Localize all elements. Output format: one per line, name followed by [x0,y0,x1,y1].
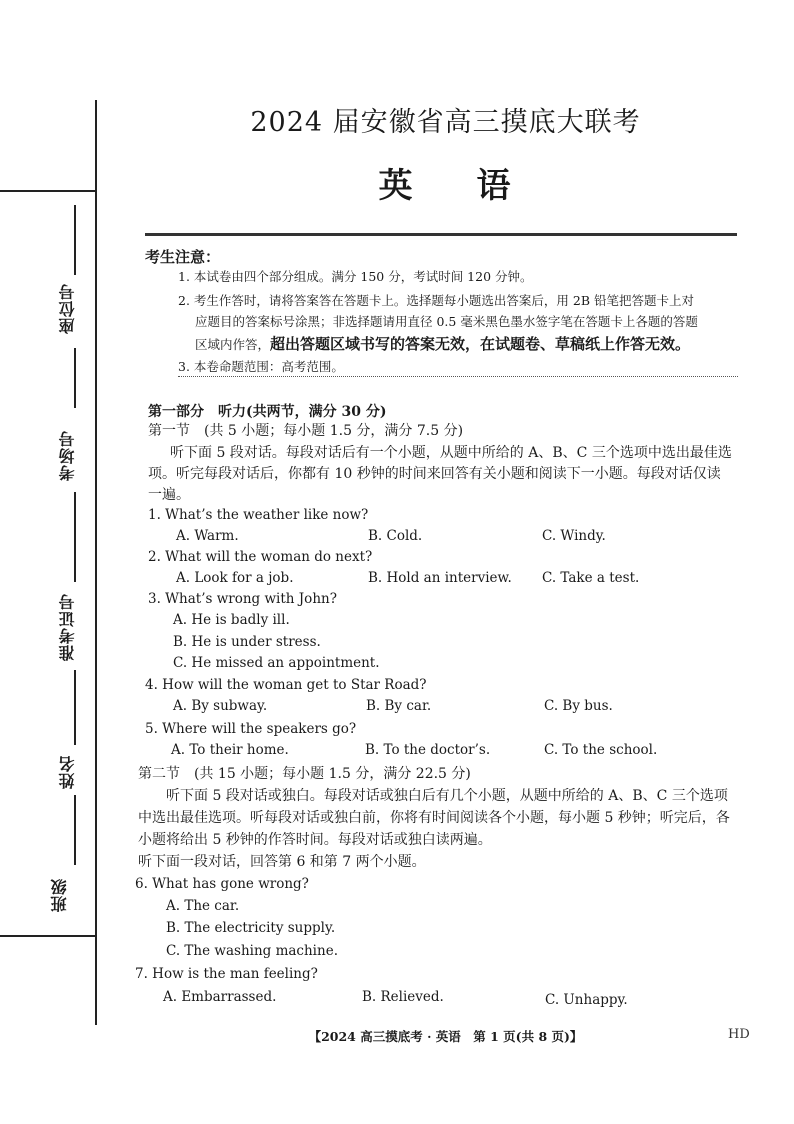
ticket-number-label: 准考证号 [58,593,77,661]
exam-room-field[interactable] [74,492,76,582]
q7-option-a: A. Embarrassed. [163,989,277,1005]
seat-number-field-lower[interactable] [74,348,76,408]
subject-char-2: 语 [476,166,513,206]
question-6: 6. What has gone wrong? [135,876,309,892]
q6-option-c: C. The washing machine. [166,943,338,959]
section1-heading: 第一节 (共 5 小题；每小题 1.5 分，满分 7.5 分) [148,423,464,439]
margin-top-rule [0,190,95,192]
q4-option-b: B. By car. [366,698,432,714]
q6-option-b: B. The electricity supply. [166,920,336,936]
q1-option-a: A. Warm. [176,528,239,544]
notice-item-2-line-2: 应题目的答案标号涂黑；非选择题请用直径 0.5 毫米黑色墨水签字笔在答题卡上各题的答题 [195,314,698,329]
notice-item-2-line-3-plain: 区域内作答， [195,337,271,352]
q1-option-b: B. Cold. [368,528,423,544]
q2-option-a: A. Look for a job. [176,570,294,586]
notice-item-2-line-3 [195,332,690,357]
class-label: 班级 [50,878,69,912]
question-5: 5. Where will the speakers go? [145,721,357,737]
q3-option-b: B. He is under stress. [173,634,321,650]
header-rule [145,233,737,236]
q5-option-a: A. To their home. [171,742,289,758]
q5-option-c: C. To the school. [544,742,658,758]
margin-bottom-rule [0,935,95,937]
ticket-number-field[interactable] [74,670,76,745]
q4-option-a: A. By subway. [173,698,268,714]
q6-option-a: A. The car. [166,898,240,914]
page-footer: 【2024 高三摸底考 · 英语 第 1 页(共 8 页)】 [308,1029,583,1044]
footer-code: HD [728,1027,750,1042]
q3-option-a: A. He is badly ill. [173,612,290,628]
section2-intro-line-3: 小题将给出 5 秒钟的作答时间。每段对话或独白读两遍。 [138,832,492,848]
question-2: 2. What will the woman do next? [148,549,373,565]
section1-intro-line-1: 听下面 5 段对话。每段对话后有一个小题，从题中所给的 A、B、C 三个选项中选出最佳选 [170,445,732,461]
exam-title: 2024 届安徽省高三摸底大联考 [250,107,641,138]
question-3: 3. What’s wrong with John? [148,591,337,607]
q3-option-c: C. He missed an appointment. [173,655,380,671]
section2-instruction: 听下面一段对话，回答第 6 和第 7 两个小题。 [138,854,426,870]
section2-intro-line-1: 听下面 5 段对话或独白。每段对话或独白后有几个小题，从题中所给的 A、B、C 三个选项 [166,788,728,804]
q7-option-c: C. Unhappy. [545,992,628,1008]
q2-option-c: C. Take a test. [542,570,640,586]
q4-option-c: C. By bus. [544,698,613,714]
section2-heading: 第二节 (共 15 小题；每小题 1.5 分，满分 22.5 分) [138,766,471,782]
seat-number-label: 座位号 [58,283,77,334]
question-7: 7. How is the man feeling? [135,966,318,982]
part1-heading: 第一部分 听力(共两节，满分 30 分) [148,404,387,420]
notice-item-3: 3. 本卷命题范围：高考范围。 [178,359,344,374]
q5-option-b: B. To the doctor’s. [365,742,491,758]
section2-intro-line-2: 中选出最佳选项。听每段对话或独白前，你将有时间阅读各个小题，每小题 5 秒钟；听完后，各 [138,810,730,826]
notice-item-2-line-1: 2. 考生作答时，请将答案答在答题卡上。选择题每小题选出答案后，用 2B 铅笔把答题卡上对 [178,293,694,308]
q7-option-b: B. Relieved. [362,989,444,1005]
name-field[interactable] [74,795,76,865]
exam-room-label: 考场号 [58,430,77,481]
seat-number-field[interactable] [74,205,76,275]
notice-item-1: 1. 本试卷由四个部分组成。满分 150 分，考试时间 120 分钟。 [178,269,533,284]
question-4: 4. How will the woman get to Star Road? [145,677,427,693]
section1-intro-line-3: 一遍。 [148,487,190,503]
notice-title: 考生注意： [145,248,221,266]
notice-warning: 超出答题区域书写的答案无效，在试题卷、草稿纸上作答无效。 [270,335,691,353]
section1-intro-line-2: 项。听完每段对话后，你都有 10 秒钟的时间来回答有关小题和阅读下一小题。每段对话仅读 [148,466,721,482]
name-label: 姓名 [58,755,77,789]
q2-option-b: B. Hold an interview. [368,570,512,586]
binding-line [95,100,97,1025]
question-1: 1. What’s the weather like now? [148,507,369,523]
subject-char-1: 英 [378,166,415,206]
subject-title [97,158,794,207]
q1-option-c: C. Windy. [542,528,606,544]
